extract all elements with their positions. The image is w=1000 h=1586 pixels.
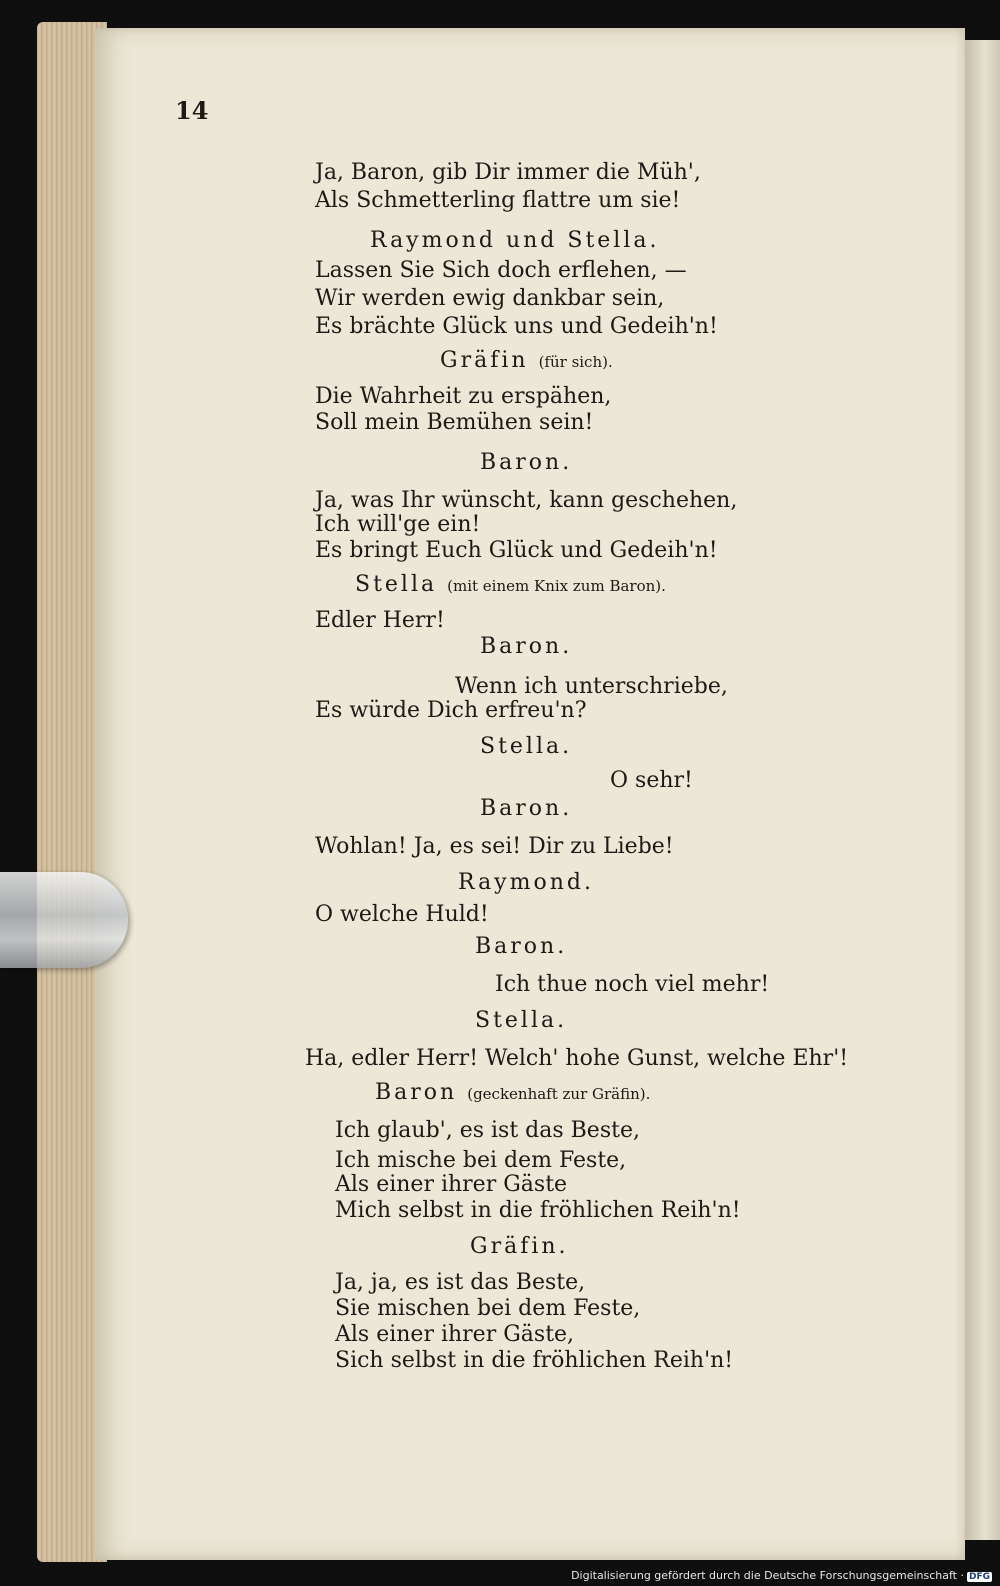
verse-line — [315, 512, 480, 537]
speaker-name: Gräfin. — [470, 1234, 569, 1259]
verse-text: Als einer ihrer Gäste, — [335, 1322, 575, 1347]
verse-text: Ich thue noch viel mehr! — [495, 972, 770, 997]
verse-line — [495, 972, 769, 997]
page-clip — [0, 872, 128, 968]
speaker-line — [480, 450, 572, 475]
speaker-name: Baron. — [480, 450, 573, 475]
verse-line — [335, 1172, 567, 1197]
verse-text: Als Schmetterling flattre um sie! — [315, 188, 681, 213]
speaker-line — [375, 1080, 650, 1105]
verse-text: Ha, edler Herr! Welch' hohe Gunst, welche Ehr'! — [305, 1046, 849, 1071]
speaker-line — [480, 734, 572, 759]
verse-line — [335, 1296, 640, 1321]
speaker-name: Baron — [375, 1080, 458, 1105]
speaker-name: Stella. — [480, 734, 573, 759]
verse-line — [315, 384, 611, 409]
speaker-name: Baron. — [480, 796, 573, 821]
footer-text: Digitalisierung gefördert durch die Deutsche Forschungsgemeinschaft · — [571, 1569, 964, 1582]
verse-text: Ja, Baron, gib Dir immer die Müh', — [315, 160, 701, 185]
verse-text: Wohlan! Ja, es sei! Dir zu Liebe! — [315, 834, 674, 859]
verse-text: Sich selbst in die fröhlichen Reih'n! — [335, 1348, 734, 1373]
verse-line — [315, 698, 587, 723]
verse-line — [335, 1198, 741, 1223]
verse-line — [335, 1322, 574, 1347]
verse-line — [315, 286, 664, 311]
verse-text: Ja, was Ihr wünscht, kann geschehen, — [315, 488, 738, 513]
verse-line — [315, 188, 680, 213]
verse-line — [315, 258, 687, 283]
verse-text: Es würde Dich erfreu'n? — [315, 698, 587, 723]
verse-text: Es brächte Glück uns und Gedeih'n! — [315, 314, 718, 339]
verse-line — [305, 1046, 848, 1071]
verse-text: Mich selbst in die fröhlichen Reih'n! — [335, 1198, 741, 1223]
verse-line — [335, 1348, 733, 1373]
verse-line — [315, 160, 701, 185]
speaker-name: Gräfin — [440, 348, 529, 373]
verse-line — [335, 1148, 626, 1173]
speaker-line — [440, 348, 613, 373]
speaker-name: Baron. — [475, 934, 568, 959]
verse-text: O sehr! — [610, 768, 693, 793]
verse-line — [315, 538, 718, 563]
speaker-name: Raymond und Stella. — [370, 228, 660, 253]
verse-text: Edler Herr! — [315, 608, 445, 633]
speaker-name: Stella. — [475, 1008, 568, 1033]
verse-text: Lassen Sie Sich doch erflehen, — — [315, 258, 687, 283]
verse-line — [455, 674, 728, 699]
verse-text: Ich glaub', es ist das Beste, — [335, 1118, 640, 1143]
verse-text: Als einer ihrer Gäste — [335, 1172, 568, 1197]
verse-line — [315, 314, 718, 339]
facing-page-edge — [962, 40, 1000, 1540]
stage-direction: (mit einem Knix zum Baron). — [447, 577, 666, 595]
verse-text: Wenn ich unterschriebe, — [455, 674, 728, 699]
verse-line — [315, 834, 674, 859]
verse-text: Wir werden ewig dankbar sein, — [315, 286, 665, 311]
stage-direction: (geckenhaft zur Gräfin). — [467, 1085, 651, 1103]
verse-line — [315, 902, 489, 927]
stage-direction: (für sich). — [538, 353, 613, 371]
verse-text: Soll mein Bemühen sein! — [315, 410, 594, 435]
speaker-line — [475, 1008, 567, 1033]
verse-line — [335, 1118, 640, 1143]
speaker-line — [458, 870, 594, 895]
verse-line — [610, 768, 693, 793]
speaker-line — [470, 1234, 569, 1259]
verse-line — [315, 410, 593, 435]
speaker-name: Raymond. — [458, 870, 594, 895]
speaker-line — [475, 934, 567, 959]
speaker-line — [355, 572, 666, 597]
verse-line — [315, 488, 737, 513]
speaker-name: Baron. — [480, 634, 573, 659]
verse-text: Ja, ja, es ist das Beste, — [335, 1270, 586, 1295]
page-number: 14 — [175, 96, 209, 125]
verse-text: Ich mische bei dem Feste, — [335, 1148, 627, 1173]
speaker-line — [370, 228, 660, 253]
verse-text: Die Wahrheit zu erspähen, — [315, 384, 612, 409]
verse-text: Sie mischen bei dem Feste, — [335, 1296, 641, 1321]
verse-line — [315, 608, 445, 633]
verse-line — [335, 1270, 585, 1295]
verse-text: Ich will'ge ein! — [315, 512, 481, 537]
verse-text: O welche Huld! — [315, 902, 489, 927]
dfg-logo: DFG — [968, 1572, 990, 1582]
verse-text: Es bringt Euch Glück und Gedeih'n! — [315, 538, 718, 563]
speaker-name: Stella — [355, 572, 438, 597]
speaker-line — [480, 634, 572, 659]
speaker-line — [480, 796, 572, 821]
footer — [571, 1569, 992, 1582]
